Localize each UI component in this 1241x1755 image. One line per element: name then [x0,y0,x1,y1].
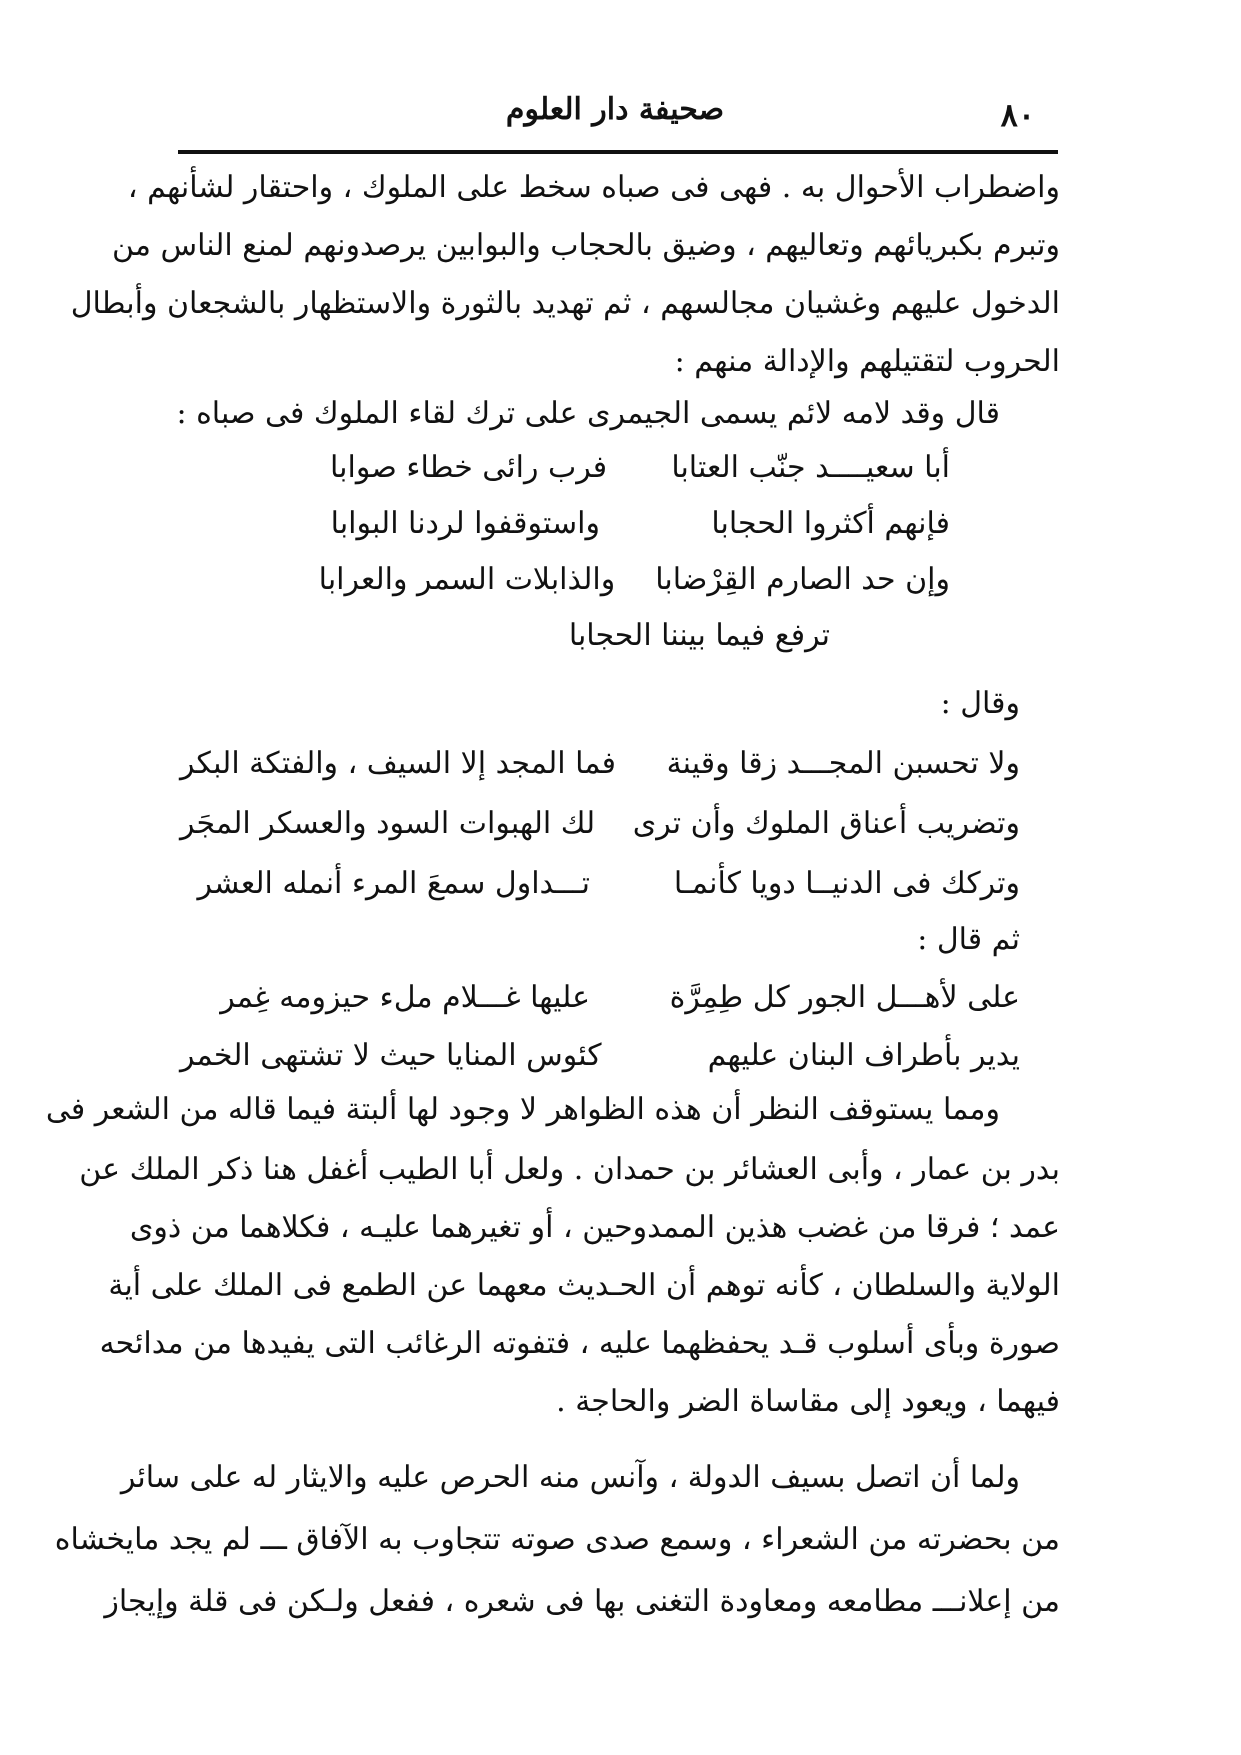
text-line: صورة وبأى أسلوب قـد يحفظهما عليه ، فتفوته الرغائب التى يفيدها من مدائحه [99,1326,1060,1361]
verse-tail: ترفع فيما بيننا الحجابا [568,618,830,653]
verse-line [330,496,950,552]
text-line: ثم قال : [917,922,1020,957]
text-line: ومما يستوقف النظر أن هذه الظواهر لا وجود لها ألبتة فيما قاله من الشعر فى [45,1092,1000,1127]
text-line: بدر بن عمار ، وأبى العشائر بن حمدان . ولعل أبا الطيب أغفل هنا ذكر الملك عن [79,1152,1060,1187]
hemistich: لك الهبوات السود والعسكر المجَر [180,806,596,841]
verse-line [180,1028,1020,1084]
hemistich: يدير بأطراف البنان عليهم [707,1038,1020,1073]
text-line: فيهما ، ويعود إلى مقاساة الضر والحاجة . [556,1384,1060,1419]
verse-line [180,796,1020,852]
running-head [175,92,1055,142]
text-line: عمد ؛ فرقا من غضب هذين الممدوحين ، أو تغيرهما عليـه ، فكلاهما من ذوى [129,1210,1060,1245]
hemistich: وتركك فى الدنيــا دويا كأنمـا [673,866,1020,901]
hemistich: فرب رائى خطاء صوابا [330,450,608,485]
verse-line [180,736,1020,792]
hemistich: على لأهـــل الجور كل طِمِرَّة [669,980,1020,1015]
verse-line [318,552,950,608]
running-title: صحيفة دار العلوم [505,92,725,127]
verse-line [330,440,950,496]
hemistich: وتضريب أعناق الملوك وأن ترى [632,806,1020,841]
hemistich: عليها غـــلام ملء حيزومه غِمر [220,980,590,1015]
page-number: ٨٠ [1000,96,1035,134]
hemistich: تـــداول سمعَ المرء أنمله العشر [197,866,590,901]
text-line: الحروب لتقتيلهم والإدالة منهم : [674,344,1060,379]
hemistich: ولا تحسبن المجـــد زقا وقينة [666,746,1020,781]
hemistich: واستوقفوا لردنا البوابا [330,506,600,541]
text-line: الدخول عليهم وغشيان مجالسهم ، ثم تهديد بالثورة والاستظهار بالشجعان وأبطال [70,286,1060,321]
text-line: من إعلانـــ مطامعه ومعاودة التغنى بها فى شعره ، ففعل ولـكن فى قلة وإيجاز [104,1584,1060,1619]
text-line: من بحضرته من الشعراء ، وسمع صدى صوته تتجاوب به الآفاق ـــ لم يجد مايخشاه [54,1522,1060,1557]
text-line: واضطراب الأحوال به . فهى فى صباه سخط على الملوك ، واحتقار لشأنهم ، [127,170,1060,205]
hemistich: فإنهم أكثروا الحجابا [711,506,950,541]
hemistich: كئوس المنايا حيث لا تشتهى الخمر [180,1038,602,1073]
text-line: قال وقد لامه لائم يسمى الجيمرى على ترك لقاء الملوك فى صباه : [176,396,1000,431]
verse-line [180,856,1020,912]
text-line: وقال : [940,686,1020,721]
verse-line [180,970,1020,1026]
text-line: وتبرم بكبريائهم وتعاليهم ، وضيق بالحجاب والبوابين يرصدونهم لمنع الناس من [112,228,1060,263]
text-line: ولما أن اتصل بسيف الدولة ، وآنس منه الحرص عليه والايثار له على سائر [120,1460,1020,1495]
header-rule [178,150,1058,154]
hemistich: أبا سعيــــد جنّب العتابا [671,450,950,485]
hemistich: والذابلات السمر والعرابا [318,562,616,597]
hemistich: وإن حد الصارم القِرْضابا [655,562,950,597]
hemistich: فما المجد إلا السيف ، والفتكة البكر [180,746,616,781]
text-line: الولاية والسلطان ، كأنه توهم أن الحـديث معهما عن الطمع فى الملك على أية [108,1268,1060,1303]
